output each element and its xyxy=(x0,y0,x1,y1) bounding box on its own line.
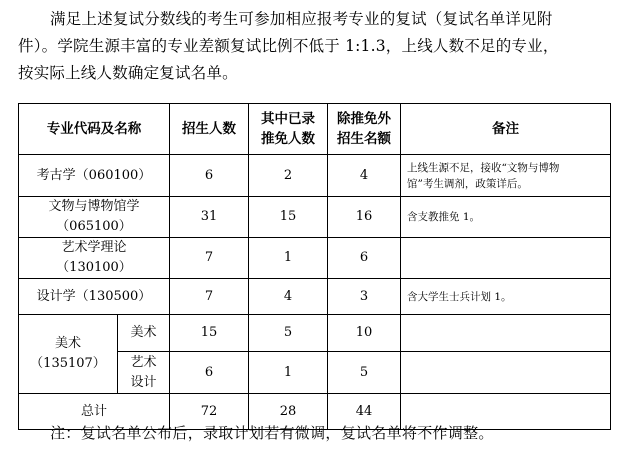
row-excl: 5 xyxy=(328,352,401,394)
row-enroll: 7 xyxy=(170,238,249,279)
row-recommended: 15 xyxy=(249,197,328,238)
header-major: 专业代码及名称 xyxy=(19,104,170,155)
row-excl: 3 xyxy=(328,279,401,315)
row-enroll: 7 xyxy=(170,279,249,315)
total-enroll: 72 xyxy=(170,394,249,430)
intro-line-1: 满足上述复试分数线的考生可参加相应报考专业的复试（复试名单详见附 xyxy=(50,10,553,28)
row-major: 设计学（130500） xyxy=(19,279,170,315)
table-row xyxy=(19,155,611,197)
sub-major: 美术 xyxy=(118,315,170,352)
header-remark: 备注 xyxy=(401,104,611,155)
row-remark: 上线生源不足，接收“文物与博物 馆”考生调剂，政策详后。 xyxy=(401,155,611,197)
row-enroll: 15 xyxy=(170,315,249,352)
table-row xyxy=(19,315,611,352)
total-excl: 44 xyxy=(328,394,401,430)
row-excl: 10 xyxy=(328,315,401,352)
row-enroll: 31 xyxy=(170,197,249,238)
table-row xyxy=(19,197,611,238)
row-recommended: 5 xyxy=(249,315,328,352)
row-enroll: 6 xyxy=(170,352,249,394)
row-remark: 含支教推免 1。 xyxy=(401,197,611,238)
row-enroll: 6 xyxy=(170,155,249,197)
row-remark xyxy=(401,238,611,279)
meishu-major: 美术 （135107） xyxy=(19,315,118,394)
row-recommended: 4 xyxy=(249,279,328,315)
row-recommended: 1 xyxy=(249,238,328,279)
row-excl: 16 xyxy=(328,197,401,238)
sub-major: 艺术 设计 xyxy=(118,352,170,394)
row-recommended: 2 xyxy=(249,155,328,197)
header-recommended: 其中已录 推免人数 xyxy=(249,104,328,155)
intro-paragraph xyxy=(18,6,614,87)
row-remark xyxy=(401,315,611,352)
row-major: 文物与博物馆学 （065100） xyxy=(19,197,170,238)
intro-line-3: 按实际上线人数确定复试名单。 xyxy=(18,64,238,82)
row-excl: 6 xyxy=(328,238,401,279)
enrollment-quota-table xyxy=(18,103,611,430)
row-major: 艺术学理论 （130100） xyxy=(19,238,170,279)
table-header-row xyxy=(19,104,611,155)
row-recommended: 1 xyxy=(249,352,328,394)
row-major: 考古学（060100） xyxy=(19,155,170,197)
intro-line-2: 件）。学院生源丰富的专业差额复试比例不低于 1:1.3，上线人数不足的专业， xyxy=(18,37,559,55)
row-excl: 4 xyxy=(328,155,401,197)
footnote: 注：复试名单公布后，录取计划若有微调，复试名单将不作调整。 xyxy=(50,424,494,442)
header-excl-recommended: 除推免外 招生名额 xyxy=(328,104,401,155)
table-row xyxy=(19,279,611,315)
header-enroll: 招生人数 xyxy=(170,104,249,155)
table-row xyxy=(19,238,611,279)
row-remark: 含大学生士兵计划 1。 xyxy=(401,279,611,315)
row-remark xyxy=(401,352,611,394)
total-label: 总计 xyxy=(19,394,170,430)
total-recommended: 28 xyxy=(249,394,328,430)
